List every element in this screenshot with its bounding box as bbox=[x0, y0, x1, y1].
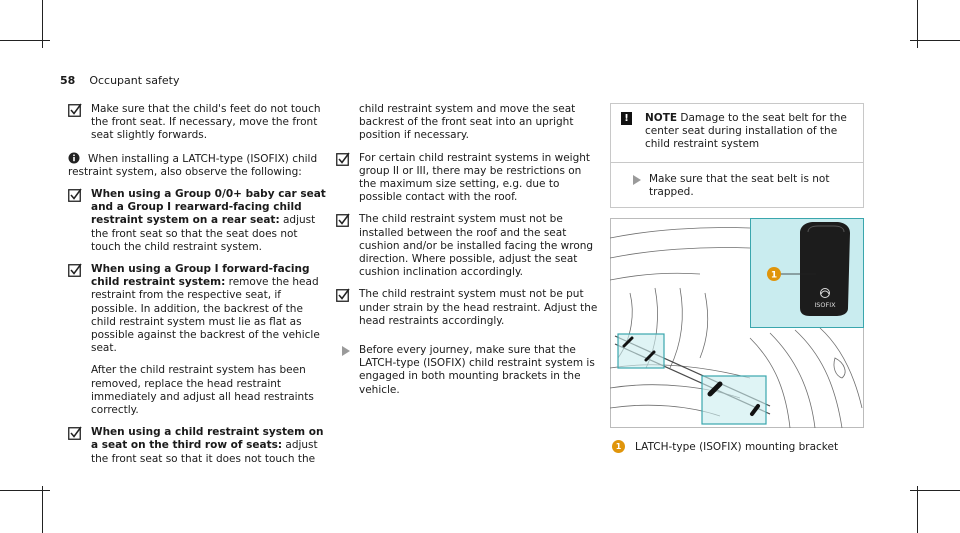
figure-caption bbox=[612, 440, 838, 453]
warning-icon: ! bbox=[621, 112, 632, 125]
action-text: Before every journey, make sure that the LATCH-type (ISOFIX) child restraint system is engaged in both mounting brackets in the vehicle. bbox=[359, 344, 595, 396]
check-item-text: The child restraint system must not be put under strain by the head restraint. Adjust the head restraints accordingly. bbox=[359, 288, 598, 327]
checkbox-icon bbox=[68, 263, 82, 277]
check-item-text: remove the head restraint from the respective seat, if possible. In addition, the backrest of the child restraint system must lie as flat as possible against the backrest of the vehicle seat. bbox=[91, 276, 320, 355]
column-left bbox=[68, 103, 330, 475]
highlight-bracket-right bbox=[702, 376, 766, 424]
caption-badge: 1 bbox=[612, 440, 625, 453]
checkbox-icon bbox=[336, 213, 350, 227]
checkbox-icon bbox=[336, 288, 350, 302]
checkbox-icon bbox=[68, 426, 82, 440]
check-item bbox=[336, 152, 598, 205]
check-item-text: The child restraint system must not be installed between the roof and the seat cushion and/or be installed facing the wrong direction. Where possible, adjust the seat cushion inclination accordingly. bbox=[359, 213, 594, 279]
check-item-text: adjust the front seat so that the seat does not touch the child restraint system. bbox=[91, 214, 316, 253]
crop-mark bbox=[42, 0, 43, 48]
check-item-text: For certain child restraint systems in weight group II or III, there may be restrictions on the maximum size setting, e.g. due to possible contact with the roof. bbox=[359, 151, 591, 204]
continuation-body: child restraint system and move the seat backrest of the front seat into an upright position if necessary. bbox=[359, 103, 576, 142]
check-item-heading: When using a Group 0/0+ baby car seat and a Group I rearward-facing child restraint system on a rear seat: bbox=[91, 188, 326, 227]
note-row bbox=[621, 112, 853, 152]
note-text: Damage to the seat belt for the center seat during installation of the child restraint system bbox=[645, 112, 847, 151]
check-item bbox=[336, 213, 598, 279]
check-item-heading: When using a child restraint system on a seat on the third row of seats: bbox=[91, 426, 324, 452]
check-item bbox=[68, 426, 330, 466]
isofix-label: ISOFIX bbox=[814, 301, 836, 309]
check-item-heading: When using a Group I forward-facing child restraint system: bbox=[91, 263, 310, 289]
check-item-text: adjust the front seat so that it does not touch the bbox=[91, 439, 318, 465]
continuation-text bbox=[336, 103, 598, 143]
crop-mark bbox=[42, 486, 43, 533]
check-item-paragraph: After the child restraint system has been removed, replace the head restraint immediately and adjust all head restraints correctly. bbox=[91, 364, 314, 417]
action-arrow-icon bbox=[342, 346, 350, 356]
checkbox-icon bbox=[68, 188, 82, 202]
note-divider bbox=[611, 162, 863, 163]
column-middle bbox=[336, 103, 598, 397]
action-arrow-icon bbox=[633, 175, 641, 185]
note-label: NOTE bbox=[645, 112, 678, 124]
check-item bbox=[68, 103, 330, 143]
crop-mark bbox=[917, 0, 918, 48]
crop-mark bbox=[917, 486, 918, 533]
note-action-text: Make sure that the seat belt is not trapped. bbox=[649, 172, 830, 198]
checkbox-icon bbox=[68, 103, 82, 117]
page-number: 58 bbox=[60, 74, 76, 87]
check-item bbox=[68, 188, 330, 254]
info-paragraph bbox=[68, 152, 330, 179]
check-item bbox=[68, 263, 330, 417]
section-title: Occupant safety bbox=[89, 74, 180, 87]
page-header bbox=[60, 74, 179, 87]
info-icon bbox=[68, 152, 80, 164]
note-action bbox=[621, 173, 853, 199]
caption-text: LATCH-type (ISOFIX) mounting bracket bbox=[635, 440, 839, 453]
note-box bbox=[610, 103, 864, 208]
action-item bbox=[336, 344, 598, 397]
callout-number: 1 bbox=[770, 270, 778, 281]
isofix-illustration bbox=[610, 218, 864, 428]
highlight-bracket-left bbox=[618, 334, 664, 368]
check-item bbox=[336, 288, 598, 328]
checkbox-icon bbox=[336, 152, 350, 166]
check-item-text: Make sure that the child's feet do not touch the front seat. If necessary, move the front seat slightly forwards. bbox=[91, 103, 321, 142]
info-text: When installing a LATCH-type (ISOFIX) child restraint system, also observe the following: bbox=[68, 152, 318, 178]
